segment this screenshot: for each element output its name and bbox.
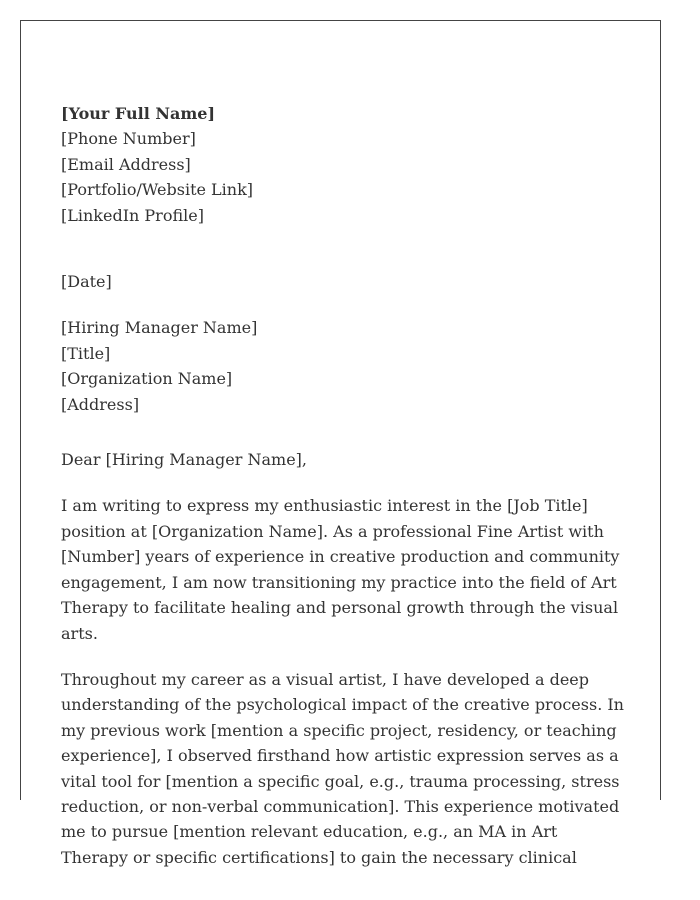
body-paragraph: I am writing to express my enthusiastic interest in the [Job Title] position at [Organization Name]. As a professional Fine Artist with [Number] years of experience in creative production and community engagement, I am now transitioning my practice into the field of Art Therapy to facilitate healing and personal growth through the visual arts. [61,496,620,643]
salutation: Dear [Hiring Manager Name], [61,450,307,470]
sender-block [61,101,626,228]
sender-linkedin: [LinkedIn Profile] [61,205,204,225]
recipient-title: [Title] [61,343,111,363]
recipient-name: [Hiring Manager Name] [61,318,258,338]
recipient-organization: [Organization Name] [61,369,233,389]
sender-portfolio: [Portfolio/Website Link] [61,180,254,200]
sender-name: [Your Full Name] [61,104,216,123]
sender-email: [Email Address] [61,154,191,174]
recipient-address: [Address] [61,394,140,414]
sender-phone: [Phone Number] [61,129,196,149]
body-paragraph: Throughout my career as a visual artist, I have developed a deep understanding of the psychological impact of the creative process. In my previous work [mention a specific project, residency, or teaching experience], I observed firsthand how artistic expression serves as a vital tool for [mention a specific goal, e.g., trauma processing, stress reduction, or non-verbal communication]. This experience motivated me to pursue [mention relevant education, e.g., an MA in Art Therapy or specific certifications] to gain the necessary clinical [61,669,624,867]
recipient-block [61,315,626,417]
letter-date: [Date] [61,272,112,292]
letter-body [61,101,626,870]
letter-page [20,20,661,867]
